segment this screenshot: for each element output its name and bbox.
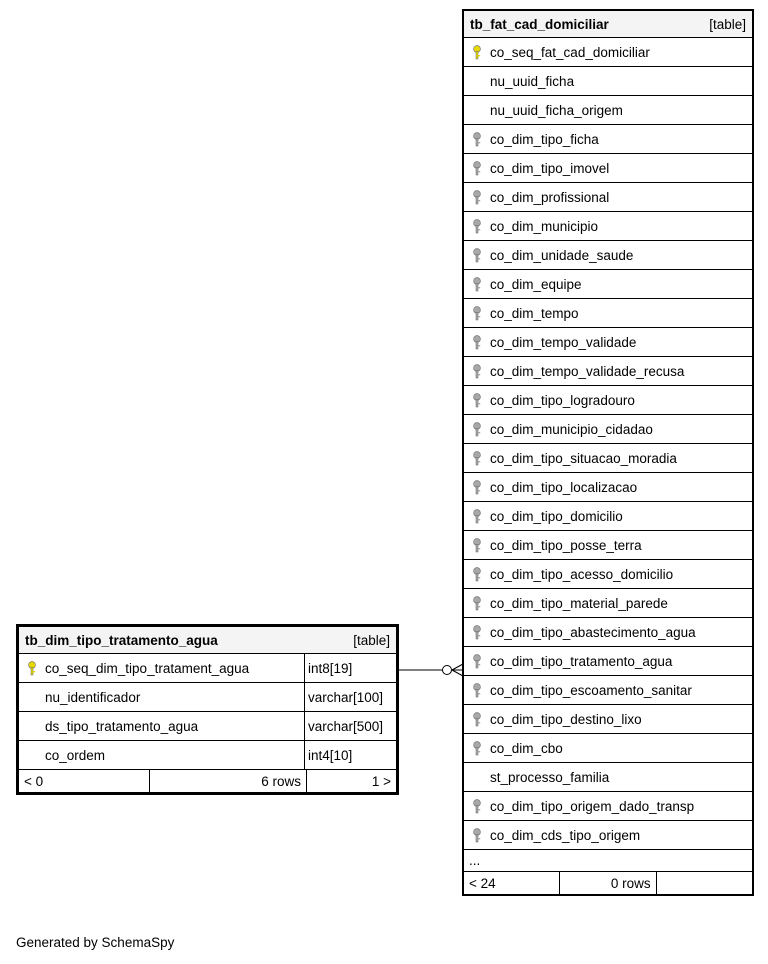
table-row bbox=[464, 850, 753, 872]
column-name[interactable]: st_processo_familia bbox=[464, 763, 753, 792]
column-name[interactable]: co_seq_dim_tipo_tratament_agua bbox=[19, 654, 305, 683]
table-row[interactable] bbox=[464, 589, 753, 618]
table-row[interactable] bbox=[464, 241, 753, 270]
table-row[interactable] bbox=[464, 386, 753, 415]
column-name[interactable]: ds_tipo_tratamento_agua bbox=[19, 712, 305, 741]
foreign-key-icon bbox=[472, 538, 482, 553]
foreign-key-icon bbox=[472, 509, 482, 524]
column-name[interactable]: co_dim_tipo_situacao_moradia bbox=[464, 444, 753, 473]
table-row[interactable] bbox=[464, 67, 753, 96]
column-name[interactable]: co_dim_tipo_acesso_domicilio bbox=[464, 560, 753, 589]
column-name[interactable]: co_ordem bbox=[19, 741, 305, 770]
column-name[interactable]: co_dim_tipo_escoamento_sanitar bbox=[464, 676, 753, 705]
column-type: varchar[500] bbox=[305, 712, 397, 741]
column-name[interactable]: co_dim_tipo_ficha bbox=[464, 125, 753, 154]
table-row[interactable] bbox=[464, 270, 753, 299]
column-name[interactable]: co_dim_tipo_destino_lixo bbox=[464, 705, 753, 734]
table-row[interactable] bbox=[464, 821, 753, 850]
table-row[interactable] bbox=[464, 618, 753, 647]
column-type: int8[19] bbox=[305, 654, 397, 683]
column-name[interactable]: co_dim_tipo_posse_terra bbox=[464, 531, 753, 560]
table-kind: [table] bbox=[353, 632, 391, 648]
table-row[interactable] bbox=[464, 328, 753, 357]
foreign-key-icon bbox=[472, 393, 482, 408]
table-header[interactable] bbox=[464, 11, 753, 38]
crowfoot-upper bbox=[452, 664, 463, 670]
table-row[interactable] bbox=[464, 96, 753, 125]
generated-by-credit: Generated by SchemaSpy bbox=[16, 935, 175, 950]
foreign-key-icon bbox=[472, 306, 482, 321]
table-row[interactable] bbox=[464, 299, 753, 328]
foreign-key-icon bbox=[472, 132, 482, 147]
crowfoot-lower bbox=[452, 670, 463, 676]
foreign-key-icon bbox=[472, 712, 482, 727]
table-row[interactable] bbox=[464, 357, 753, 386]
column-name[interactable]: co_dim_municipio_cidadao bbox=[464, 415, 753, 444]
table-row[interactable] bbox=[19, 712, 397, 741]
column-name[interactable]: co_dim_tipo_localizacao bbox=[464, 473, 753, 502]
optional-marker bbox=[443, 666, 452, 675]
more-columns-ellipsis[interactable]: ... bbox=[464, 850, 753, 872]
column-name[interactable]: co_dim_tipo_logradouro bbox=[464, 386, 753, 415]
table-kind: [table] bbox=[709, 16, 746, 32]
column-type: int4[10] bbox=[305, 741, 397, 770]
column-name[interactable]: co_dim_tipo_tratamento_agua bbox=[464, 647, 753, 676]
column-name[interactable]: co_seq_fat_cad_domiciliar bbox=[464, 38, 753, 67]
children-count[interactable]: 1 > bbox=[371, 773, 392, 789]
foreign-key-icon bbox=[472, 335, 482, 350]
foreign-key-icon bbox=[472, 277, 482, 292]
foreign-key-icon bbox=[472, 828, 482, 843]
table-name[interactable]: tb_dim_tipo_tratamento_agua bbox=[25, 632, 218, 648]
primary-key-icon bbox=[27, 661, 37, 676]
foreign-key-icon bbox=[472, 248, 482, 263]
table-footer bbox=[19, 770, 397, 793]
table-row[interactable] bbox=[464, 212, 753, 241]
table-row[interactable] bbox=[464, 125, 753, 154]
column-name[interactable]: co_dim_municipio bbox=[464, 212, 753, 241]
table-row[interactable] bbox=[19, 654, 397, 683]
foreign-key-icon bbox=[472, 451, 482, 466]
column-name[interactable]: co_dim_unidade_saude bbox=[464, 241, 753, 270]
table-row[interactable] bbox=[464, 531, 753, 560]
row-count: 0 rows bbox=[560, 872, 656, 895]
column-name[interactable]: co_dim_tipo_domicilio bbox=[464, 502, 753, 531]
foreign-key-icon bbox=[472, 683, 482, 698]
primary-key-icon bbox=[472, 45, 482, 60]
foreign-key-icon bbox=[472, 625, 482, 640]
table-footer bbox=[464, 872, 753, 895]
table-row[interactable] bbox=[464, 792, 753, 821]
table-row[interactable] bbox=[464, 415, 753, 444]
column-name[interactable]: nu_uuid_ficha bbox=[464, 67, 753, 96]
column-name[interactable]: co_dim_equipe bbox=[464, 270, 753, 299]
foreign-key-icon bbox=[472, 422, 482, 437]
parents-count[interactable]: < 0 bbox=[19, 770, 150, 792]
column-name[interactable]: co_dim_tempo_validade_recusa bbox=[464, 357, 753, 386]
table-tb-fat-cad-domiciliar[interactable] bbox=[463, 10, 753, 895]
table-row[interactable] bbox=[464, 444, 753, 473]
foreign-key-icon bbox=[472, 799, 482, 814]
children-count[interactable] bbox=[656, 872, 752, 895]
table-name[interactable]: tb_fat_cad_domiciliar bbox=[470, 16, 609, 32]
column-name[interactable]: co_dim_tempo bbox=[464, 299, 753, 328]
row-count: 6 rows bbox=[150, 770, 307, 792]
table-row[interactable] bbox=[19, 683, 397, 712]
table-row[interactable] bbox=[464, 183, 753, 212]
column-name[interactable]: co_dim_tipo_material_parede bbox=[464, 589, 753, 618]
column-name[interactable]: co_dim_tempo_validade bbox=[464, 328, 753, 357]
foreign-key-icon bbox=[472, 567, 482, 582]
table-row[interactable] bbox=[464, 38, 753, 67]
column-name[interactable]: co_dim_cbo bbox=[464, 734, 753, 763]
table-row[interactable] bbox=[19, 741, 397, 770]
foreign-key-icon bbox=[472, 161, 482, 176]
table-row[interactable] bbox=[464, 705, 753, 734]
column-name[interactable]: co_dim_tipo_origem_dado_transp bbox=[464, 792, 753, 821]
foreign-key-icon bbox=[472, 654, 482, 669]
column-name[interactable]: co_dim_cds_tipo_origem bbox=[464, 821, 753, 850]
footer-cell bbox=[19, 770, 397, 793]
table-row[interactable] bbox=[464, 676, 753, 705]
column-name[interactable]: co_dim_tipo_abastecimento_agua bbox=[464, 618, 753, 647]
table-row[interactable] bbox=[464, 647, 753, 676]
column-name[interactable]: co_dim_profissional bbox=[464, 183, 753, 212]
column-name[interactable]: nu_identificador bbox=[19, 683, 305, 712]
column-name[interactable]: co_dim_tipo_imovel bbox=[464, 154, 753, 183]
table-row[interactable] bbox=[464, 473, 753, 502]
table-row[interactable] bbox=[464, 154, 753, 183]
column-type: varchar[100] bbox=[305, 683, 397, 712]
table-header[interactable] bbox=[19, 627, 397, 654]
foreign-key-icon bbox=[472, 596, 482, 611]
parents-count[interactable]: < 24 bbox=[464, 872, 560, 895]
foreign-key-icon bbox=[472, 741, 482, 756]
column-name[interactable]: nu_uuid_ficha_origem bbox=[464, 96, 753, 125]
foreign-key-icon bbox=[472, 364, 482, 379]
table-row[interactable] bbox=[464, 502, 753, 531]
table-row[interactable] bbox=[464, 734, 753, 763]
foreign-key-icon bbox=[472, 219, 482, 234]
table-tb-dim-tipo-tratamento-agua[interactable] bbox=[18, 626, 397, 793]
foreign-key-icon bbox=[472, 480, 482, 495]
foreign-key-icon bbox=[472, 190, 482, 205]
table-row[interactable] bbox=[464, 763, 753, 792]
table-row[interactable] bbox=[464, 560, 753, 589]
